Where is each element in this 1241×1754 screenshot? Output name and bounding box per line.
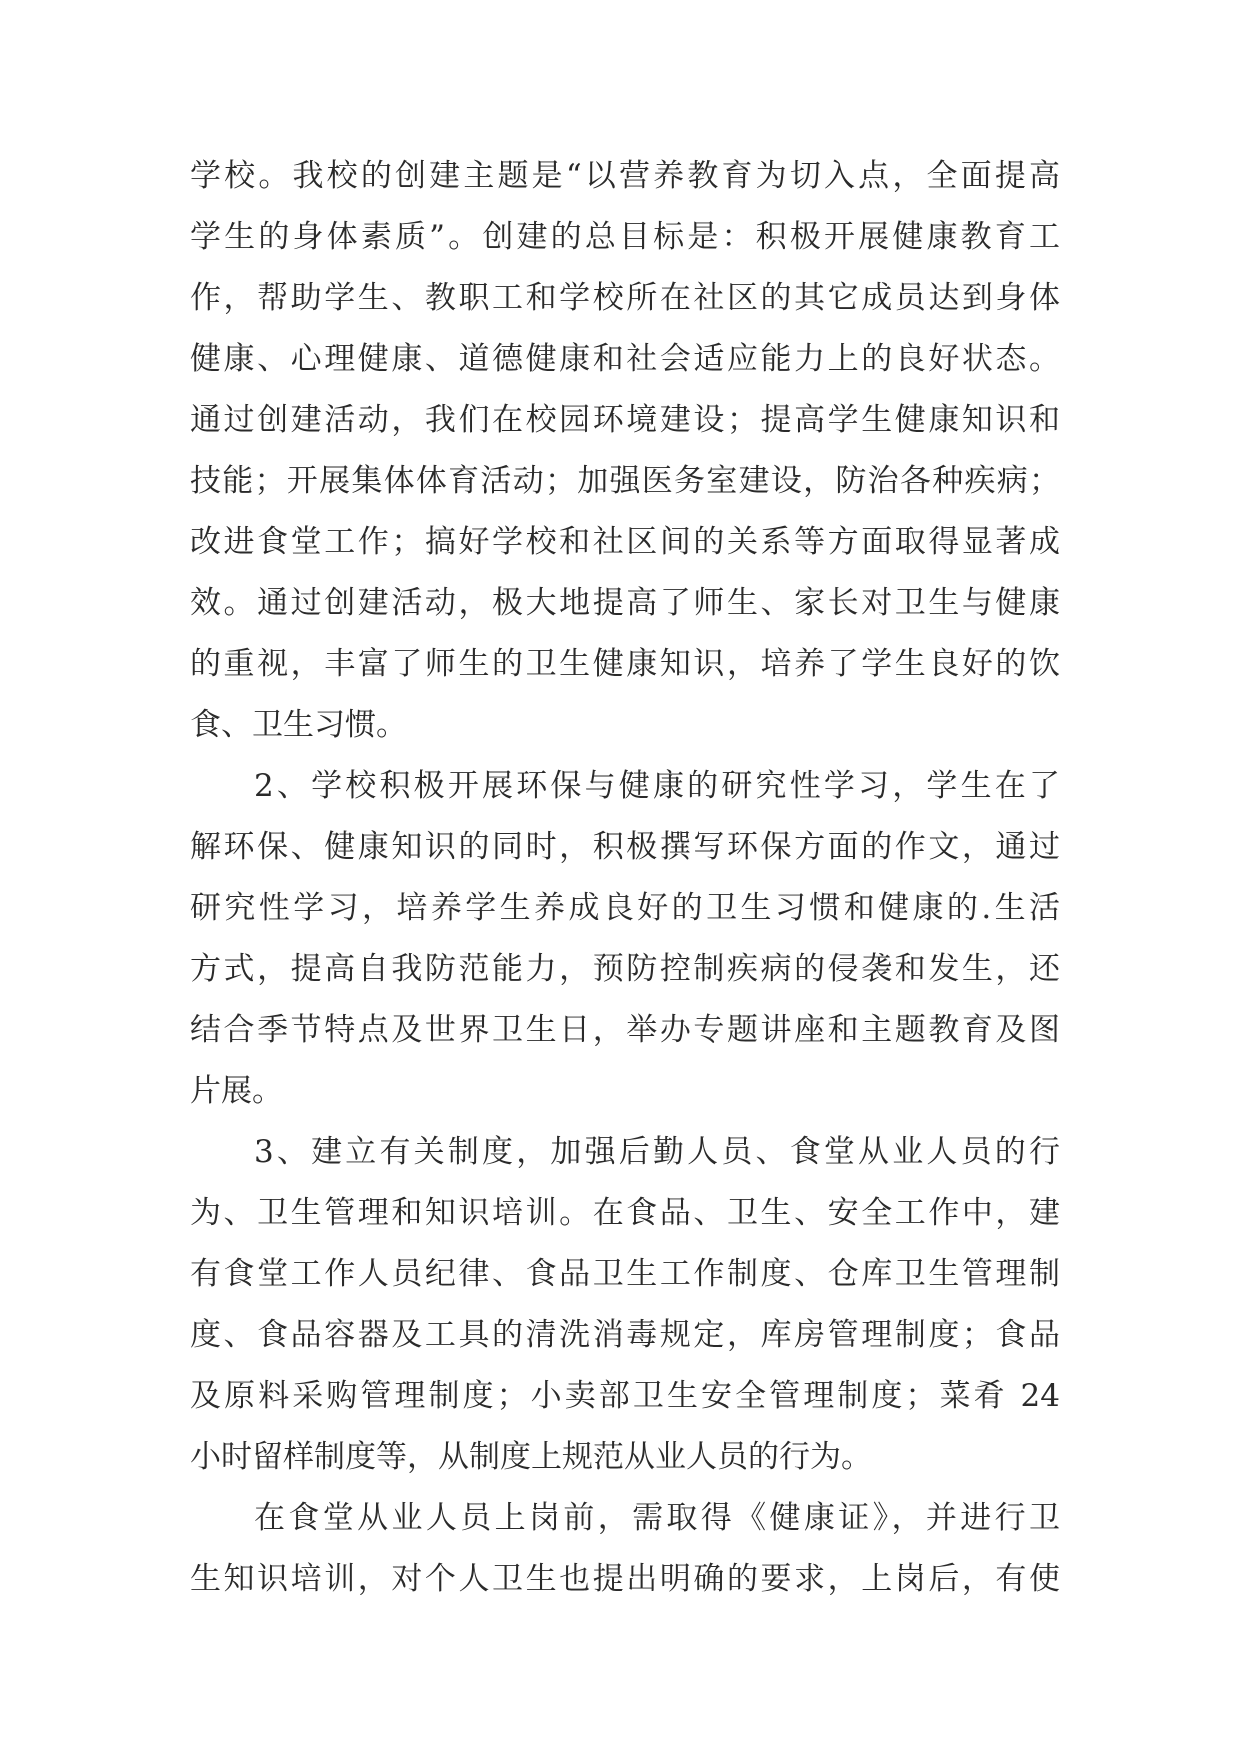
text-line: 效。通过创建活动，极大地提高了师生、家长对卫生与健康 [190,585,1060,621]
text-line: 学生的身体素质”。创建的总目标是：积极开展健康教育工 [190,219,1060,255]
text-line: 学校。我校的创建主题是“以营养教育为切入点，全面提高 [190,158,1060,194]
text-line: 片展。 [190,1073,283,1109]
text-line: 的重视，丰富了师生的卫生健康知识，培养了学生良好的饮 [190,646,1060,682]
text-line: 食、卫生习惯。 [190,707,407,743]
text-line: 通过创建活动，我们在校园环境建设；提高学生健康知识和 [190,402,1060,438]
text-line: 结合季节特点及世界卫生日，举办专题讲座和主题教育及图 [190,1012,1060,1048]
document-body [190,146,1060,1610]
paragraph-2 [190,756,1060,1122]
text-line: 健康、心理健康、道德健康和社会适应能力上的良好状态。 [190,341,1060,377]
text-line: 度、食品容器及工具的清洗消毒规定，库房管理制度；食品 [190,1317,1060,1353]
text-line: 技能；开展集体体育活动；加强医务室建设，防治各种疾病； [190,463,1060,499]
text-line: 有食堂工作人员纪律、食品卫生工作制度、仓库卫生管理制 [190,1256,1060,1292]
text-line: 解环保、健康知识的同时，积极撰写环保方面的作文，通过 [190,829,1060,865]
text-line: 2、学校积极开展环保与健康的研究性学习，学生在了 [254,768,1060,804]
text-line: 方式，提高自我防范能力，预防控制疾病的侵袭和发生，还 [190,951,1060,987]
text-line: 在食堂从业人员上岗前，需取得《健康证》，并进行卫 [254,1500,1060,1536]
text-line: 3、建立有关制度，加强后勤人员、食堂从业人员的行 [254,1134,1060,1170]
text-line: 研究性学习，培养学生养成良好的卫生习惯和健康的.生活 [190,890,1060,926]
text-line: 为、卫生管理和知识培训。在食品、卫生、安全工作中，建 [190,1195,1060,1231]
text-line: 及原料采购管理制度；小卖部卫生安全管理制度；菜肴 24 [190,1378,1060,1414]
paragraph-1 [190,146,1060,756]
text-line: 作，帮助学生、教职工和学校所在社区的其它成员达到身体 [190,280,1060,316]
text-line: 改进食堂工作；搞好学校和社区间的关系等方面取得显著成 [190,524,1060,560]
paragraph-3 [190,1122,1060,1488]
text-line: 生知识培训，对个人卫生也提出明确的要求，上岗后，有使 [190,1561,1060,1597]
paragraph-4 [190,1488,1060,1610]
text-line: 小时留样制度等，从制度上规范从业人员的行为。 [190,1439,872,1475]
